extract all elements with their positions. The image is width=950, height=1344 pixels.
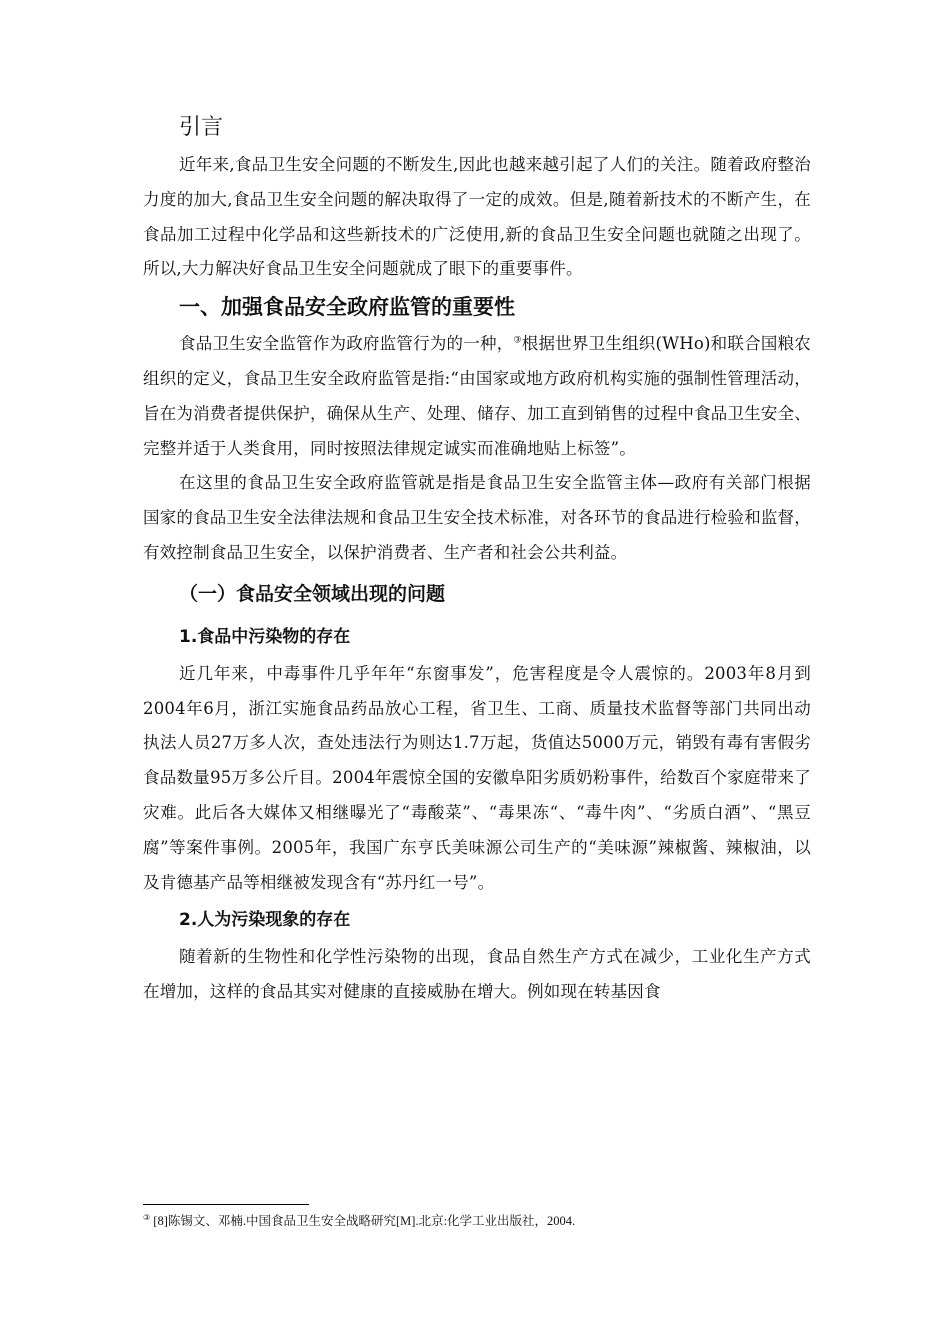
footnote-divider	[143, 1204, 309, 1205]
footnote-mark: ③	[143, 1212, 151, 1222]
section1-paragraph-1	[143, 327, 811, 466]
item1-heading: 1.食品中污染物的存在	[179, 626, 351, 647]
intro-paragraph: 近年来,食品卫生安全问题的不断发生,因此也越来越引起了人们的关注。随着政府整治力度的加大,食品卫生安全问题的解决取得了一定的成效。但是,随着新技术的不断产生，在食品加工过程中化学品和这些新技术的广泛使用,新的食品卫生安全问题也就随之出现了。所以,大力解决好食品卫生安全问题就成了眼下的重要事件。	[143, 155, 811, 279]
item2-heading: 2.人为污染现象的存在	[179, 910, 351, 931]
section1-paragraph-1-start: 食品卫生安全监管作为政府监管行为的一种，	[179, 334, 514, 354]
section1-heading: 一、加强食品安全政府监管的重要性	[179, 295, 515, 320]
item2-paragraph: 随着新的生物性和化学性污染物的出现，食品自然生产方式在减少，工业化生产方式在增加，这样的食品其实对健康的直接威胁在增大。例如现在转基因食	[143, 947, 811, 1002]
footnote-text: [8]陈锡文、邓楠.中国食品卫生安全战略研究[M].北京:化学工业出版社，2004.	[150, 1214, 576, 1228]
footnote	[143, 1212, 811, 1230]
section1-paragraph-1-end: 根据世界卫生组织(WHo)和联合国粮农组织的定义，食品卫生安全政府监管是指:“由国家或地方政府机构实施的强制性管理活动，旨在为消费者提供保护，确保从生产、处理、储存、加工直到销售的过程中食品卫生安全、完整并适于人类食用，同时按照法律规定诚实而准确地贴上标签”。	[143, 334, 811, 458]
section1-paragraph-2: 在这里的食品卫生安全政府监管就是指是食品卫生安全监管主体—政府有关部门根据国家的食品卫生安全法律法规和食品卫生安全技术标准，对各环节的食品进行检验和监督，有效控制食品卫生安全，以保护消费者、生产者和社会公共利益。	[143, 473, 811, 562]
document-body	[143, 108, 811, 1010]
footnote-reference[interactable]: ③	[513, 335, 522, 346]
intro-heading: 引言	[179, 115, 224, 140]
item1-paragraph: 近几年来，中毒事件几乎年年“东窗事发”，危害程度是令人震惊的。2003年8月到2004年6月，浙江实施食品药品放心工程，省卫生、工商、质量技术监督等部门共同出动执法人员27万多人次，查处违法行为则达1.7万起，货值达5000万元，销毁有毒有害假劣食品数量95万多公斤目。2004年震惊全国的安徽阜阳劣质奶粉事件，给数百个家庭带来了灾难。此后各大媒体又相继曝光了“毒酸菜”、“毒果冻“、“毒牛肉”、“劣质白酒”、“黑豆腐”等案件事例。2005年，我国广东亨氏美味源公司生产的“美味源”辣椒酱、辣椒油，以及肯德基产品等相继被发现含有“苏丹红一号”。	[143, 663, 811, 892]
subsection1-heading: （一）食品安全领域出现的问题	[179, 582, 446, 605]
